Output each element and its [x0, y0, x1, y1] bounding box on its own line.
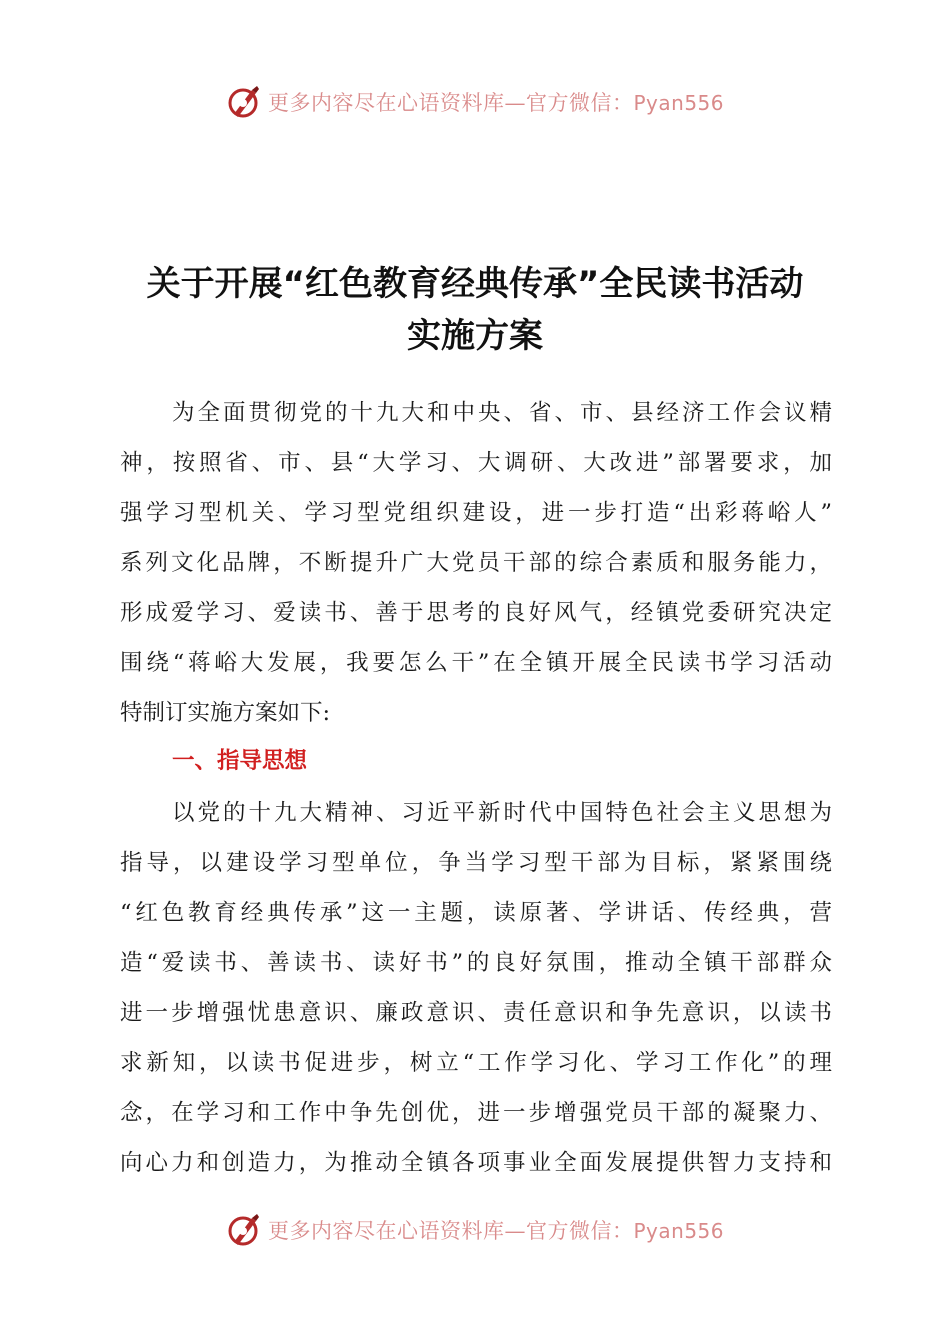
paragraph-line: 进一步增强忧患意识、廉政意识、责任意识和争先意识，以读书: [120, 1000, 832, 1026]
paragraph-line: 向心力和创造力，为推动全镇各项事业全面发展提供智力支持和: [120, 1150, 832, 1176]
paragraph-line: 特制订实施方案如下:: [120, 700, 331, 726]
paragraph-line: 为全面贯彻党的十九大和中央、省、市、县经济工作会议精: [172, 400, 832, 426]
section-heading-guiding-ideology: 一、指导思想: [172, 748, 308, 774]
paragraph-line: 围绕“蒋峪大发展，我要怎么干”在全镇开展全民读书学习活动: [120, 650, 832, 676]
document-title: [60, 258, 890, 362]
footer-watermark-banner: [0, 1210, 950, 1250]
paragraph-line: 以党的十九大精神、习近平新时代中国特色社会主义思想为: [172, 800, 832, 826]
title-line-1: 关于开展“红色教育经典传承”全民读书活动: [146, 264, 804, 304]
banner-label: 更多内容尽在心语资料库—官方微信：: [267, 91, 634, 115]
banner-text: [268, 1215, 724, 1245]
paragraph-line: 神，按照省、市、县“大学习、大调研、大改进”部署要求，加: [120, 450, 832, 476]
paragraph-line: 指导，以建设学习型单位，争当学习型干部为目标，紧紧围绕: [120, 850, 832, 876]
paragraph-line: 念，在学习和工作中争先创优，进一步增强党员干部的凝聚力、: [120, 1100, 832, 1126]
paragraph-line: 形成爱学习、爱读书、善于思考的良好风气，经镇党委研究决定: [120, 600, 832, 626]
paragraph-line: 求新知，以读书促进步，树立“工作学习化、学习工作化”的理: [120, 1050, 832, 1076]
header-watermark-banner: [0, 82, 950, 122]
paragraph-line: 强学习型机关、学习型党组织建设，进一步打造“出彩蒋峪人”: [120, 500, 832, 526]
paragraph-line: “红色教育经典传承”这一主题，读原著、学讲话、传经典，营: [120, 900, 832, 926]
wechat-id: Pyan556: [633, 91, 724, 115]
banner-label: 更多内容尽在心语资料库—官方微信：: [267, 1219, 634, 1243]
banner-text: [268, 87, 724, 117]
paragraph-line: 造“爱读书、善读书、读好书”的良好氛围，推动全镇干部群众: [120, 950, 832, 976]
wechat-id: Pyan556: [633, 1219, 724, 1243]
paragraph-line: 系列文化品牌，不断提升广大党员干部的综合素质和服务能力，: [120, 550, 832, 576]
title-line-2: 实施方案: [407, 316, 543, 356]
pen-logo-icon: [226, 1212, 262, 1248]
pen-logo-icon: [226, 84, 262, 120]
